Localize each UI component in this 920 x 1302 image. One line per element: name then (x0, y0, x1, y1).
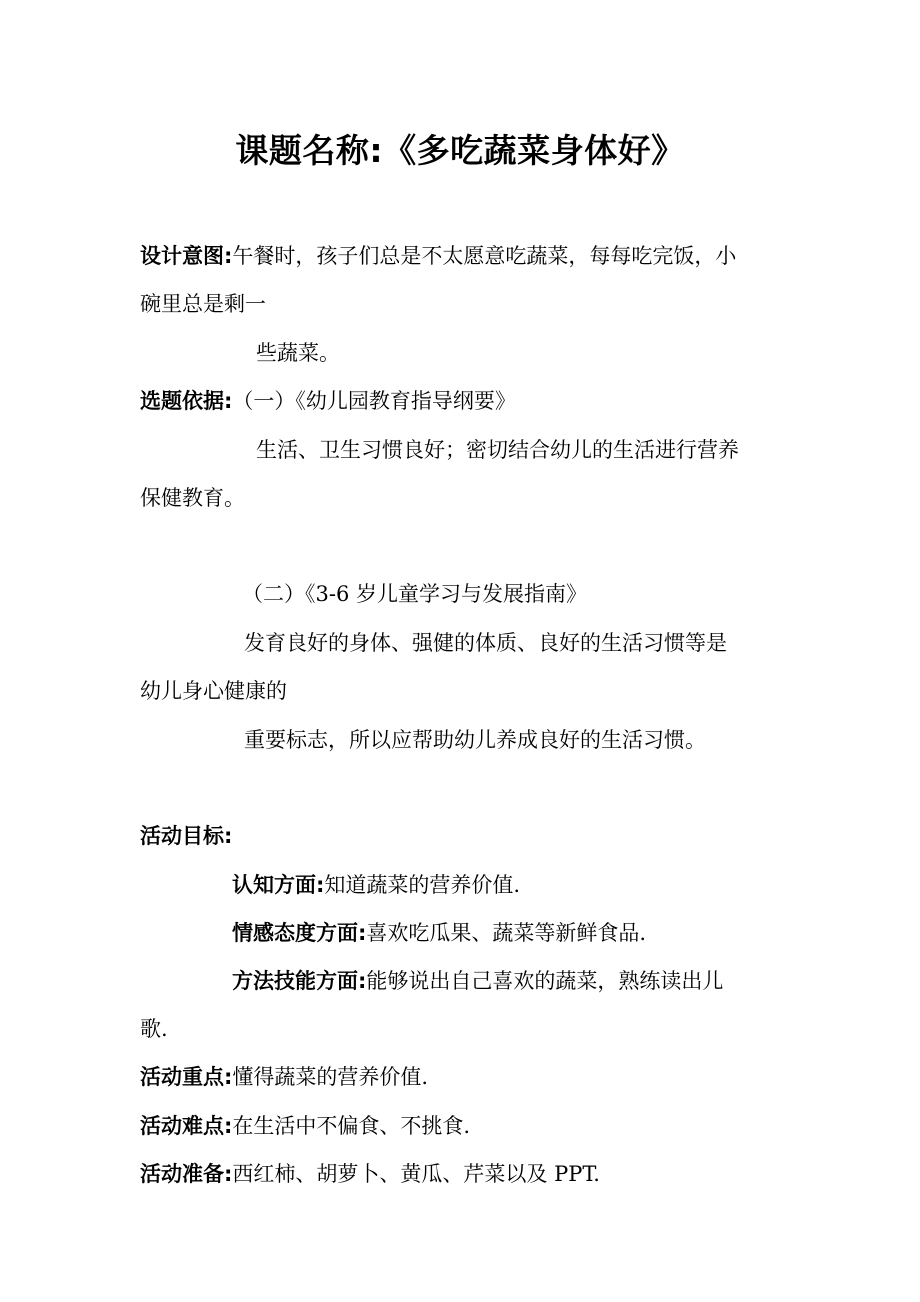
design-intent-line-2: 碗里总是剩一 (140, 292, 266, 316)
design-intent-label: 设计意图: (140, 244, 233, 268)
topic-basis-line (140, 385, 516, 417)
design-intent-line-1 (140, 240, 736, 272)
goal-cognitive-line (232, 869, 520, 901)
basis-item-2-text-2: 幼儿身心健康的 (140, 679, 287, 703)
basis-item-1-text-1: 生活、卫生习惯良好；密切结合幼儿的生活进行营养 (256, 438, 739, 462)
goal-skill-label: 方法技能方面: (232, 969, 367, 993)
basis-item-2-text-3: 重要标志，所以应帮助幼儿养成良好的生活习惯。 (244, 728, 706, 752)
key-point-line (140, 1061, 428, 1093)
key-point-text: 懂得蔬菜的营养价值. (232, 1065, 429, 1089)
preparation-line (140, 1158, 600, 1190)
goal-skill-text-2: 歌. (140, 1017, 168, 1041)
preparation-label: 活动准备: (140, 1162, 233, 1186)
difficulty-label: 活动难点: (140, 1114, 233, 1138)
goal-affective-label: 情感态度方面: (232, 921, 367, 945)
design-intent-text-1: 午餐时，孩子们总是不太愿意吃蔬菜，每每吃完饭，小 (232, 244, 737, 268)
basis-item-2-text-1: 发育良好的身体、强健的体质、良好的生活习惯等是 (244, 631, 727, 655)
key-point-label: 活动重点: (140, 1065, 233, 1089)
goal-cognitive-label: 认知方面: (232, 873, 325, 897)
difficulty-line (140, 1110, 470, 1142)
basis-item-1-heading: （一）《幼儿园教育指导纲要》 (232, 389, 516, 413)
goal-affective-text: 喜欢吃瓜果、蔬菜等新鲜食品. (366, 921, 647, 945)
preparation-text: 西红柿、胡萝卜、黄瓜、芹菜以及 PPT. (232, 1162, 600, 1186)
difficulty-text: 在生活中不偏食、不挑食. (232, 1114, 471, 1138)
design-intent-line-3: 些蔬菜。 (256, 341, 340, 365)
basis-item-2-heading: （二）《3-6 岁儿童学习与发展指南》 (242, 582, 587, 606)
goal-skill-line (232, 965, 723, 997)
topic-basis-label: 选题依据: (140, 389, 233, 413)
goal-skill-text-1: 能够说出自己喜欢的蔬菜，熟练读出儿 (366, 969, 724, 993)
activity-goals-label: 活动目标: (140, 824, 233, 848)
goal-cognitive-text: 知道蔬菜的营养价值. (324, 873, 521, 897)
basis-item-1-text-2: 保健教育。 (140, 486, 245, 510)
document-title: 课题名称:《多吃蔬菜身体好》 (235, 131, 685, 170)
goal-affective-line (232, 917, 646, 949)
